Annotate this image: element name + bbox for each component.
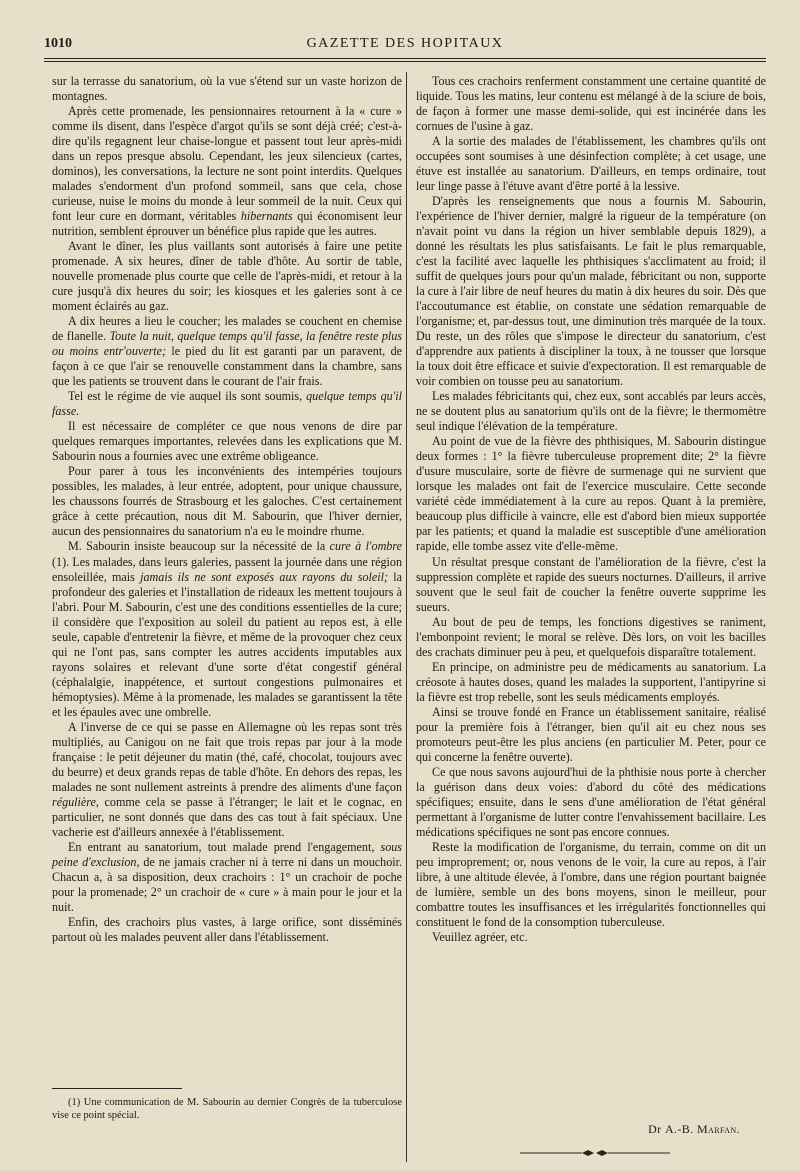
paragraph-text: Les malades, dans leurs galeries, passent la journée dans une région ensoleillée, mais [52, 554, 402, 584]
footnote-ref: (1). [52, 554, 73, 569]
paragraph: Au point de vue de la fièvre des phthisiques, M. Sabourin distingue deux formes : 1° la fièvre tuberculeuse proprement dite; 2° la fièvre d'usure musculaire, sorte de fièvre de surmenage qui ne survient que lorsque les malades ont fait de l'exercice musculaire. Cette seconde variété cède immédiatement à la cure au repos. Quant à la première, beaucoup plus difficile à vaincre, elle est d'abord bien mieux supportée par les patients; et quand la maladie est susceptible d'une amélioration rapide, elle tombe assez vite d'elle-même. [416, 434, 766, 554]
italic-text: cure à l'ombre [329, 539, 402, 554]
paragraph [52, 104, 402, 239]
paragraph: A la sortie des malades de l'établissement, les chambres qu'ils ont occupées sont soumises à une désinfection complète; à cet usage, une étuve est installée au sanatorium. D'ailleurs, en temps ordinaire, tout leur linge passe à l'étuve avant d'être porté à la lessive. [416, 134, 766, 194]
italic-text: jamais ils ne sont exposés aux rayons du soleil; [140, 569, 388, 584]
signature-name: A.-B. Marfan. [664, 1122, 740, 1136]
paragraph: Tous ces crachoirs renferment constamment une certaine quantité de liquide. Tous les matins, leur contenu est mélangé à de la sciure de bois, de façon à former une masse demi-solide, qui est incinérée dans les cornues de l'usine à gaz. [416, 74, 766, 134]
italic-text: sous peine d'exclusion [52, 839, 402, 869]
page-number: 1010 [44, 36, 72, 51]
paragraph: Enfin, des crachoirs plus vastes, à large orifice, sont disséminés partout où les malades peuvent aller dans l'établissement. [52, 914, 402, 944]
page-header [44, 34, 766, 58]
paragraph: Les malades fébricitants qui, chez eux, sont accablés par leurs accès, ne se doutent plus au sanatorium qu'ils ont de la fièvre; le thermomètre seul indique l'élévation de la température. [416, 389, 766, 434]
paragraph: D'après les renseignements que nous a fournis M. Sabourin, l'expérience de l'hiver dernier, malgré la rigueur de la température (on n'avait point vu dans la région un hiver semblable depuis 1829), a donné les résultats les plus satisfaisants. Le fait le plus remarquable, c'est la facilité avec laquelle les phthisiques s'acclimatent au froid; il suffit de quelques jours pour qu'un malade, fébricitant ou non, supporte la cure à l'air libre de neuf heures du matin à dix heures du soir. Dès que l'accoutumance est établie, on constate une sédation remarquable de l'organisme; et, par-dessus tout, une diminution très marquée de la toux. Du reste, un des rôles que s'impose le directeur du sanatorium, c'est d'apprendre aux patients à discipliner la toux, à ne tousser que lorsque la toux doit être efficace et suivie d'expectoration. Il est remarquable de voir combien on tousse peu au sanatorium. [416, 194, 766, 389]
paragraph [52, 539, 402, 719]
end-ornament-icon [520, 1148, 670, 1158]
paragraph: Veuillez agréer, etc. [432, 929, 528, 944]
header-double-rule [44, 58, 766, 62]
paragraph [52, 389, 402, 419]
paragraph-text: le pied du lit est garanti par un paravent, de façon à ce que l'air se renouvelle constamment dans la chambre, sans que les patients se trouvent dans le courant de l'air frais. [52, 344, 402, 389]
paragraph-text: Tel est le régime de vie auquel ils sont soumis, [68, 389, 307, 404]
paragraph [52, 720, 402, 840]
paragraph: sur la terrasse du sanatorium, où la vue s'étend sur un vaste horizon de montagnes. [52, 74, 402, 104]
paragraph: Pour parer à tous les inconvénients des intempéries toujours possibles, les malades, à leur entrée, adoptent, pour unique chaussure, les chaussons fourrés de Strasbourg et les galoches. C'est certainement grâce à cette précaution, nous dit M. Sabourin, que l'hiver dernier, aucun des pensionnaires du sanatorium n'a eu le moindre rhume. [52, 464, 402, 539]
paragraph-text: qui économisent leur nutrition, semblent éprouver un bénéfice plus rapide que les autres. [52, 209, 402, 239]
paragraph-text: M. Sabourin insiste beaucoup sur la nécessité de la [68, 539, 330, 554]
italic-text: quelque temps qu'il fasse. [52, 389, 402, 419]
italic-text: Toute la nuit, quelque temps qu'il fasse, la fenêtre reste plus ou moins entr'ouverte; [52, 329, 403, 359]
paragraph-text: , comme cela se passe à l'étranger; le lait et le cognac, en particulier, ne sont donnés que dans des cas tout à fait spéciaux. Une vacherie est d'ailleurs annexée à l'établissement. [52, 794, 402, 839]
paragraph: Ce que nous savons aujourd'hui de la phthisie nous porte à chercher la guérison dans deux voies: d'abord du côté des médications spécifiques; ensuite, dans le sens d'une amélioration de l'état général permettant à l'organisme de lutter contre l'envahissement bacillaire. Les médications spécifiques ne sont pas encore connues. [416, 764, 766, 839]
paragraph: Reste la modification de l'organisme, du terrain, comme on dit un peu improprement; or, nous venons de le voir, la cure au repos, à l'air libre, à une altitude élevée, à l'ombre, dans une région pourtant baignée de lumière, semble un des bons moyens, sinon le meilleur, pour combattre toutes les insuffisances et les irrégularités fonctionnelles qui constituent le fond de la consomption tuberculeuse. [416, 839, 766, 929]
paragraph-text: la profondeur des galeries et l'installation de rideaux les mettent toujours à l'abri. Pour M. Sabourin, c'est une des conditions essentielles de la cure; il considère que l'exposition au soleil du patient au repos est, à elle seule, capable d'entretenir la fièvre, et même de la provoquer chez ceux qui ne l'ont pas, sans compter les autres accidents imputables aux rayons solaires et relevant d'une sorte d'état congestif général (céphalalgie, inappétence, et surtout congestions pulmonaires et hémoptysies). Même à la promenade, les malades se garantissent la tête et les épaules avec une ombrelle. [52, 569, 402, 719]
paragraph-text: Après cette promenade, les pensionnaires retournent à la « cure » comme ils disent, dans l'espèce d'argot qu'ils se sont déjà créé; c'est-à-dire qu'ils regagnent leur chaise-longue et passent tout leur après-midi dans un repos presque absolu. Cependant, les jeux silencieux (cartes, dominos), les conversations, la lecture ne sont point interdits. Quelques malades s'endorment d'un profond sommeil, sans que cela, chose curieuse, nuise le moins du monde à leur sommeil de la nuit. Ceux qui font leur cure en dormant, véritables [52, 104, 402, 224]
paragraph: En principe, on administre peu de médicaments au sanatorium. La créosote à hautes doses, quand les malades la supportent, l'antipyrine si la fièvre est trop rebelle, sont les seuls médicaments employés. [416, 659, 766, 704]
italic-text: régulière [52, 794, 96, 809]
paragraph: Avant le dîner, les plus vaillants sont autorisés à faire une petite promenade. A six heures, dîner de table d'hôte. Au sortir de table, nouvelle promenade plus courte que celle de l'après-midi, et retour à la cure jusqu'à dix heures du soir; les kiosques et les galeries sont à ce moment éclairés au gaz. [52, 239, 402, 314]
footnote: (1) Une communication de M. Sabourin au dernier Congrès de la tuberculose vise ce point spécial. [52, 1097, 402, 1121]
paragraph: Au bout de peu de temps, les fonctions digestives se raniment, l'embonpoint revient; le moral se relève. Dès lors, on voit les bacilles des crachats diminuer peu à peu, et quelquefois disparaître totalement. [416, 614, 766, 659]
paragraph-text: A dix heures a lieu le coucher; les malades se couchent en chemise de flanelle. [52, 314, 402, 344]
paragraph-text: A l'inverse de ce qui se passe en Allemagne où les repas sont très multipliés, au Canigou on ne fait que trois repas par jour à la mode française : le petit déjeuner du matin (thé, café, chocolat, toujours avec du beurre) et deux grands repas de table d'hôte. En dehors des repas, les malades ne sont nullement astreints à prendre des aliments d'une façon [52, 719, 402, 794]
italic-text: hibernants [240, 209, 293, 224]
paragraph-text: En entrant au sanatorium, tout malade prend l'engagement, [68, 839, 381, 854]
footnote-rule [52, 1088, 182, 1089]
signature-prefix: Dr [648, 1122, 662, 1136]
left-column [52, 74, 402, 1079]
paragraph-text: , de ne jamais cracher ni à terre ni dans un mouchoir. Chacun a, à sa disposition, deux crachoirs : 1° un crachoir de poche pour la promenade; 2° un crachoir de « cure » à main pour le jour et la nuit. [52, 854, 402, 914]
paragraph: Ainsi se trouve fondé en France un établissement sanitaire, réalisé pour la première fois à l'étranger, bien qu'il ait eu chez nous ses promoteurs peut-être les plus anciens (en particulier M. Peter, pour ce qui concerne la fenêtre ouverte). [416, 704, 766, 764]
column-divider [406, 72, 407, 1162]
signature [648, 1122, 740, 1137]
paragraph: Un résultat presque constant de l'amélioration de la fièvre, c'est la suppression complète et rapide des sueurs nocturnes. D'ailleurs, il arrive souvent que le seul fait de coucher la fenêtre ouverte supprime les sueurs. [416, 554, 766, 614]
running-head: GAZETTE DES HOPITAUX [306, 36, 504, 51]
paragraph [52, 840, 402, 915]
paragraph [52, 314, 402, 389]
right-column [416, 74, 766, 1124]
paragraph: Il est nécessaire de compléter ce que nous venons de dire par quelques remarques importantes, relevées dans les explications que M. Sabourin nous a fournies avec une extrême obligeance. [52, 419, 402, 464]
